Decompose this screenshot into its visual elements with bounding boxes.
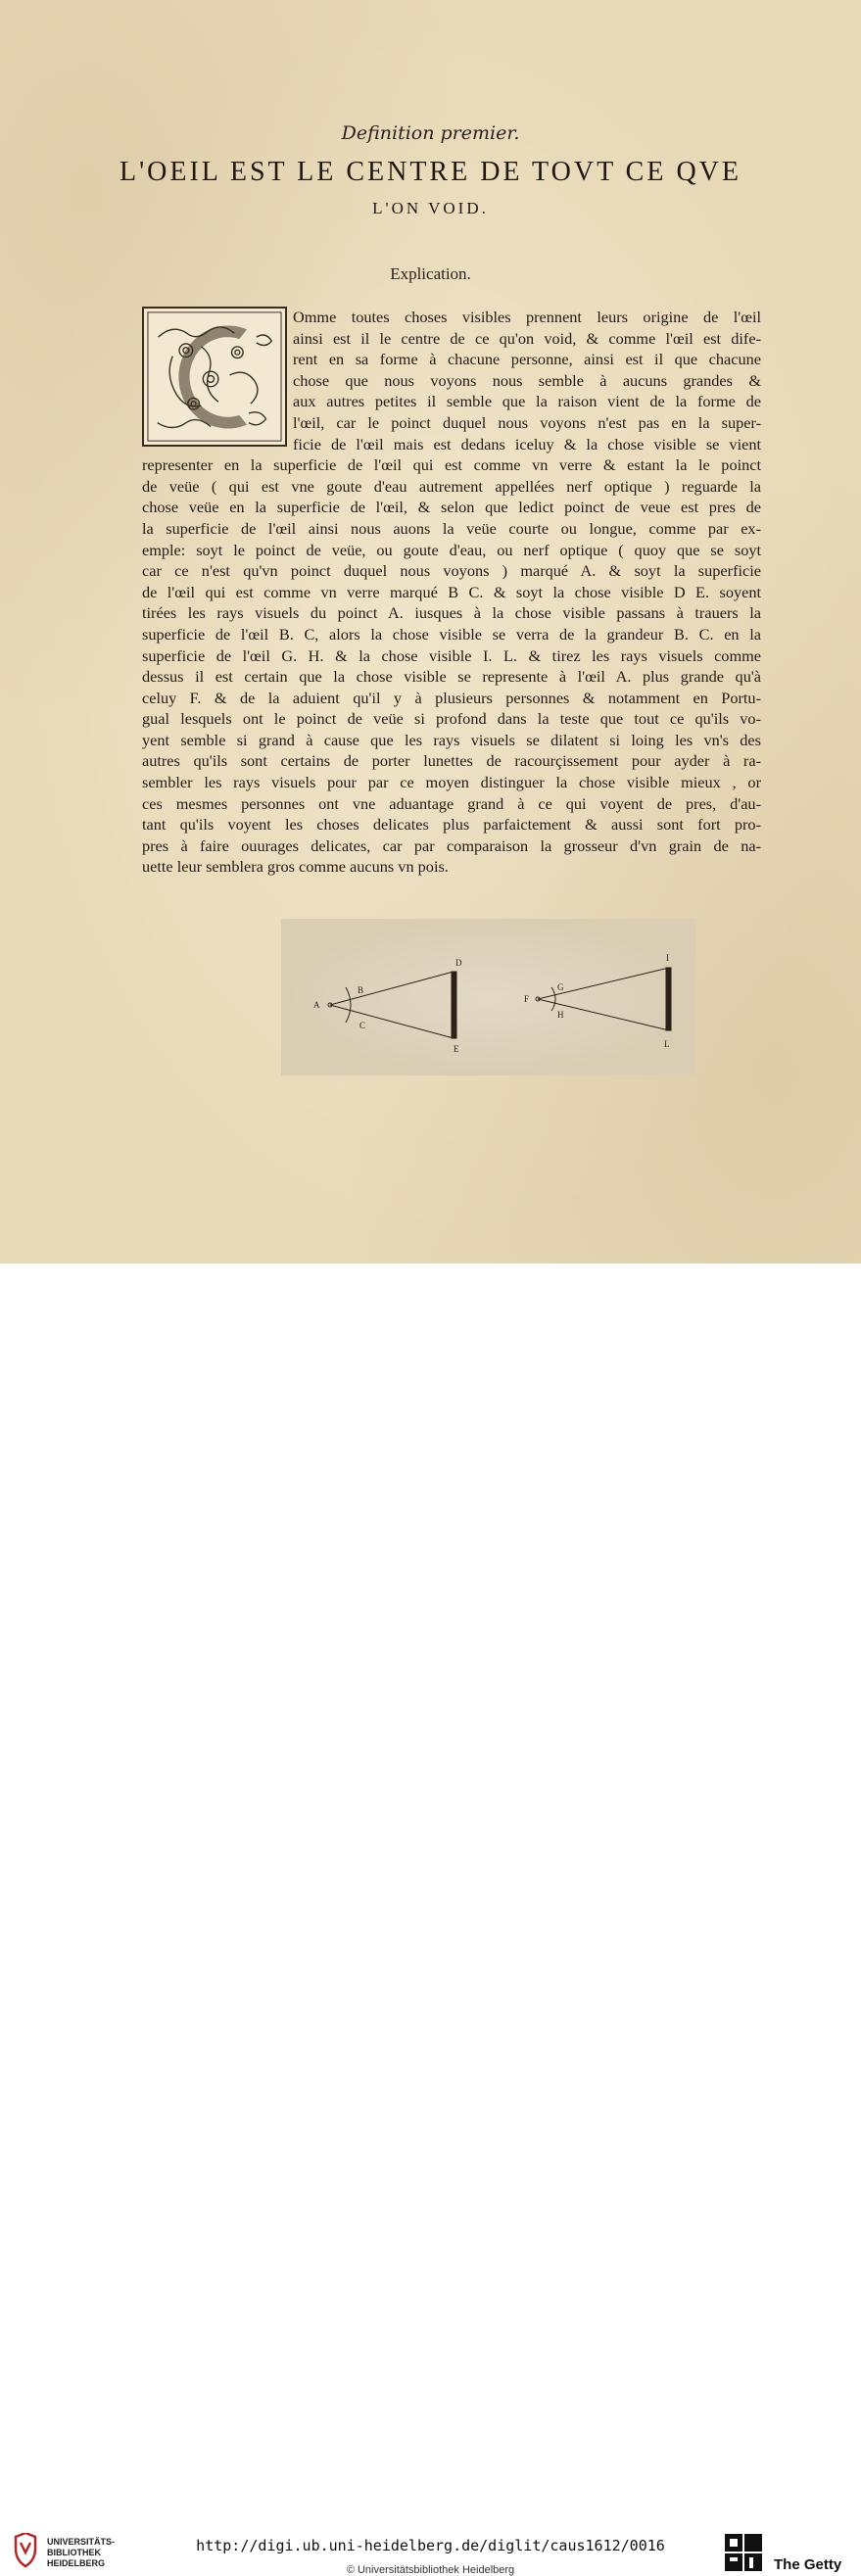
label-b: B — [358, 985, 364, 995]
label-l: L — [664, 1039, 670, 1049]
getty-logo-icon — [725, 2534, 762, 2573]
text-line: tirées les rays visuels du poinct A. iusques à la chose visible passans à trauers la — [142, 603, 761, 623]
text-line: gual lesquels ont le poinct de veüe si profond dans la teste que tout ce qu'ils vo- — [142, 709, 761, 729]
text-line: representer en la superficie de l'œil qui est comme vn verre & estant la le poinct — [142, 455, 761, 475]
text-line: celuy F. & de la aduient qu'il y à plusieurs personnes & notamment en Portu- — [142, 688, 761, 707]
main-heading: L'OEIL EST LE CENTRE DE TOVT CE QVE — [119, 157, 741, 187]
text-line: rent en sa forme à chacune personne, ainsi est il que chacune — [293, 350, 761, 369]
text-line: pres à faire ouurages delicates, car par comparaison la grosseur d'vn grain de na- — [142, 835, 761, 855]
text-line: aux autres petites il semble que la raison vient de la forme de — [293, 392, 761, 411]
main-heading-continued: L'ON VOID. — [372, 199, 489, 217]
text-line: chose que nous voyons nous semble à aucuns grandes & — [293, 370, 761, 390]
text-line: ainsi est il le centre de ce qu'on void, & comme l'œil est dife- — [293, 328, 761, 348]
text-line: superficie de l'œil G. H. & la chose visible I. L. & tirez les rays visuels comme — [142, 645, 761, 665]
optics-diagram-plate — [281, 919, 695, 1075]
text-line: Omme toutes choses visibles prennent leurs origine de l'œil — [293, 308, 761, 326]
text-line: sembler les rays visuels pour par ce moyen distinguer la chose visible mieux , or — [142, 773, 761, 792]
viewer-footer — [0, 1264, 861, 2576]
section-title: Definition premier. — [341, 122, 520, 144]
label-h: H — [557, 1010, 564, 1020]
text-line: uette leur semblera gros comme aucuns vn pois. — [142, 857, 449, 877]
explication-heading: Explication. — [390, 264, 471, 283]
label-f: F — [524, 994, 530, 1004]
label-a: A — [313, 1000, 320, 1010]
text-line: tant qu'ils voyent les choses delicates plus parfaictement & aussi sont fort pro- — [142, 815, 761, 835]
left-ray-figure — [328, 972, 456, 1038]
text-line: car ce n'est qu'vn poinct duquel nous voyons ) marqué A. & soyt la superficie — [142, 561, 761, 581]
text-line: dessus il est certain que la chose visible se represente à l'œil A. plus grande qu'à — [142, 667, 761, 687]
text-line: superficie de l'œil B. C, alors la chose visible se verra de la grandeur B. C. en la — [142, 624, 761, 644]
label-i: I — [666, 953, 669, 963]
text-line: la superficie de l'œil ainsi nous auons la veüe courte ou longue, comme par ex- — [142, 518, 761, 538]
right-ray-figure — [536, 968, 671, 1030]
label-c: C — [359, 1021, 366, 1030]
text-line: de l'œil qui est comme vn verre marqué B C. & soyt la chose visible D E. soyent — [142, 582, 761, 601]
library-name-line: HEIDELBERG — [47, 2558, 106, 2568]
library-name-line: BIBLIOTHEK — [47, 2548, 101, 2557]
text-line: ficie de l'œil mais est dedans iceluy & la chose visible se vient — [293, 434, 761, 453]
permalink-url[interactable]: http://digi.ub.uni-heidelberg.de/diglit/caus1612/0016 — [196, 2537, 665, 2554]
text-line: de veüe ( qui est vne goute d'eau autrement appellées nerf optique ) reguarde la — [142, 476, 761, 496]
explication-text — [142, 307, 761, 878]
text-line: yent semble si grand à cause que les rays visuels se dilatent si loing les vn's des — [142, 730, 761, 749]
text-line: emple: soyt le poinct de veüe, ou goute d'eau, ou nerf optique ( quoy que se soyt — [142, 540, 761, 559]
label-d: D — [455, 958, 462, 968]
text-line: l'œil, car le poinct duquel nous voyons n'est pas en la super- — [293, 412, 761, 432]
visual-rays-diagram — [281, 919, 695, 1075]
getty-name[interactable]: The Getty — [774, 2556, 842, 2573]
scanned-page — [0, 0, 861, 1264]
library-name-line: UNIVERSITÄTS- — [47, 2537, 116, 2547]
text-line: autres qu'ils sont certains de porter lunettes de racourçissement pour ayder à ra- — [142, 751, 761, 771]
copyright-notice: © Universitätsbibliothek Heidelberg — [346, 2564, 515, 2576]
text-line: chose veüe en la superficie de l'œil, & selon que ledict poinct de veue est pres de — [142, 498, 761, 517]
label-g: G — [557, 982, 564, 992]
label-e: E — [454, 1044, 459, 1054]
text-line: ces mesmes personnes ont vne aduantage grand à ce qui voyent de pres, d'au- — [142, 793, 761, 813]
